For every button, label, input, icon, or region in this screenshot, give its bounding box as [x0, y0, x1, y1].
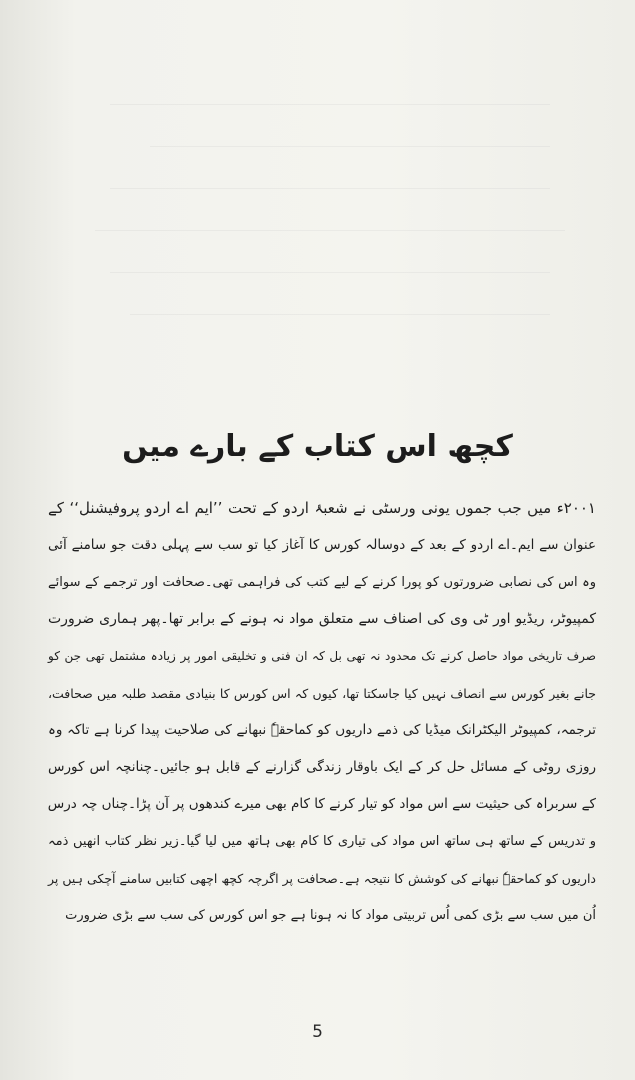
bleed-through-line [110, 188, 550, 189]
bleed-through-line [110, 272, 550, 273]
text-line: داریوں کو کماحقہٗ نبھانے کی کوشش کا نتیجہ ہے۔صحافت پر اگرچہ کچھ اچھی کتابیں سامنے آچکی ہیں پر [48, 871, 596, 886]
bleed-through-line [150, 146, 550, 147]
text-line: اُن میں سب سے بڑی کمی اُس تربیتی مواد کا نہ ہونا ہے جو اس کورس کی سب سے بڑی ضرورت [65, 908, 596, 923]
text-line: کمپیوٹر، ریڈیو اور ٹی وی کی اصناف سے متعلق مواد نہ ہونے کے برابر تھا۔پھر ہماری ضرورت [48, 611, 596, 627]
bleed-through-line [130, 314, 550, 315]
page-number: 5 [312, 1022, 323, 1042]
chapter-heading: کچھ اس کتاب کے بارے میں [122, 429, 513, 464]
text-line: و تدریس کے ساتھ ہی ساتھ اس مواد کی تیاری کا کام بھی ہاتھ میں لیا گیا۔زیر نظر کتاب انھیں ذمہ [48, 834, 596, 849]
text-line: ۲۰۰۱ء میں جب جموں یونی ورسٹی نے شعبۂ اردو کے تحت ’’ایم اے اردو پروفیشنل‘‘ کے [48, 499, 596, 517]
text-line: ترجمہ، کمپیوٹر الیکٹرانک میڈیا کی ذمے داریوں کو کماحقہٗ نبھانے کی صلاحیت پیدا کرنا ہے تاکہ وہ [48, 722, 596, 738]
text-line: عنوان سے ایم۔اے اردو کے بعد کے دوسالہ کورس کا آغاز کیا تو سب سے پہلی دقت جو سامنے آئی [48, 537, 596, 553]
bleed-through-line [110, 104, 550, 105]
text-line: وہ اس کی نصابی ضرورتوں کو پورا کرنے کے لیے کتب کی فراہمی تھی۔صحافت اور ترجمے کے سوائے [48, 575, 596, 590]
body-paragraph [48, 490, 596, 934]
text-line: روزی روٹی کے مسائل حل کر کے ایک باوقار زندگی گزارنے کے قابل ہو جائیں۔چنانچہ اس کورس [48, 759, 596, 775]
bleed-through-line [95, 230, 565, 231]
text-line: کے سربراہ کی حیثیت سے اس مواد کو تیار کرنے کا کام بھی میرے کندھوں پر آن پڑا۔چناں چہ درس [47, 796, 596, 812]
text-line: جانے بغیر کورس سے انصاف نہیں کیا جاسکتا تھا، کیوں کہ اس کورس کا بنیادی مقصد طلبہ میں صحافت، [48, 686, 596, 701]
text-line: صرف تاریخی مواد حاصل کرنے تک محدود نہ تھی بل کہ ان فنی و تخلیقی امور پر زیادہ مشتمل تھی جن کو [48, 649, 596, 663]
